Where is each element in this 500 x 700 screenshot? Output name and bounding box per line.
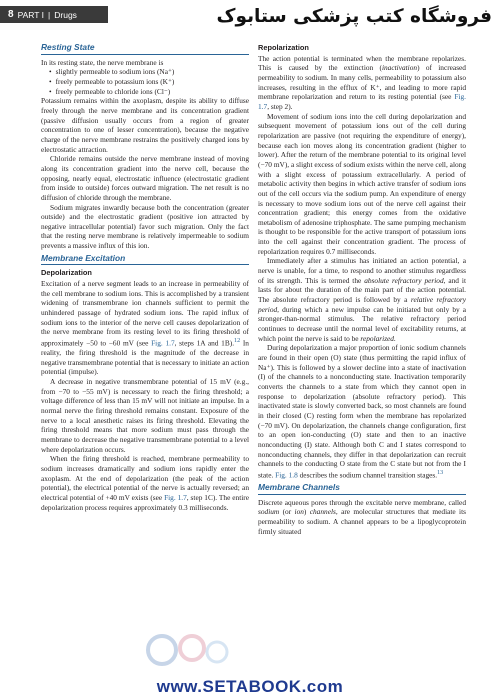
- text: ) of increased permeability to sodium. In many cells, permeability to potassium also increases, resulting in the efflux of K⁺, and leading to more rapid membrane repolarization and return to its resting potential (see: [258, 63, 466, 102]
- text: (or: [279, 507, 295, 517]
- emphasis: sodium: [258, 507, 280, 517]
- text: When the firing threshold is reached, membrane permeability to sodium increases dramatically and sodium ions rapidly enter the axoplasm. At the end of depolarization (the peak of the action potential), the electrical potential of the nerve is actually reversed; an electrical potential of +40 mV exists (see: [41, 454, 249, 502]
- text: In reality, the firing threshold is the magnitude of the decrease in negative transmembrane potential that is necessary to initiate an action potential (impulse).: [41, 338, 249, 377]
- text: , step 1C). The entire depolarization process requires approximately 0.3 milliseconds.: [41, 492, 249, 512]
- text: and it lasts for about the duration of the main part of the action potential. The absolute refractory period is followed by a: [258, 275, 466, 305]
- text: ): [303, 507, 310, 517]
- paragraph: Movement of sodium ions into the cell during depolarization and subsequent movement of potassium ions out of the cell during repolarization are passive (not requiring the expenditure of energy), because each ion moves along its concentration gradient (higher to lower). After the return of the membrane potential to its original level (−70 mV), a slight excess of sodium exists within the nerve cell, along with a slight excess of potassium extracellularly. A period of metabolic activity then begins in which active transfer of sodium ions out of the cell occurs via the sodium pump. An expenditure of energy is necessary to move sodium ions out of the nerve cell against their concentration gradient; this energy comes from the oxidative metabolism of adenosine triphosphate. The same pumping mechanism is thought to be responsible for the active transport of potassium ions into the cell against their concentration gradient. The process of repolarization requires 0.7 milliseconds.: [258, 111, 466, 256]
- section-label: Drugs: [54, 9, 77, 20]
- text: During depolarization a major proportion of ionic sodium channels are found in their open (O) state (thus permitting the rapid influx of Na⁺). This is followed by a slower decline into a state of inactivation (I) of the channels to a nonconducting state. Inactivation temporarily converts the channels to a state from which they cannot open in response to depolarization (absolute refractory period). This inactivated state is slowly converted back, so most channels are found in their closed (C) resting form when the membrane has repolarized (−70 mV). On depolarization, the channels change configuration, first to an open ion-conducting (O) state and then to an inactive nonconducting (I) state. Although both C and I states correspond to nonconducting channels, they differ in that depolarization can recruit channels to the conducting O state from the C state but not from the I state.: [258, 343, 466, 480]
- text: , steps 1A and 1B).: [174, 338, 235, 348]
- list-item: • slightly permeable to sodium ions (Na⁺): [49, 67, 249, 77]
- paragraph: Potassium remains within the axoplasm, despite its ability to diffuse freely through the nerve membrane and its concentration gradient (passive diffusion usually occurs from a region of greater concentration to one of lesser concentration), because the negative charge of the nerve membrane restrains the positively charged ions by electrostatic attraction.: [41, 96, 249, 154]
- permeability-list: [49, 67, 249, 96]
- emphasis: repolarized.: [360, 333, 396, 343]
- reference-link[interactable]: 13: [437, 469, 444, 476]
- list-item: • freely permeable to chloride ions (Cl⁻): [49, 87, 249, 97]
- paragraph: [258, 343, 466, 480]
- part-label: PART I: [17, 9, 45, 20]
- text: Excitation of a nerve segment leads to an increase in permeability of the cell membrane to sodium ions. This is accomplished by a transient widening of transmembrane ion channels sufficient to permit the unhindered passage of hydrated sodium ions. The rapid influx of sodium ions to the interior of the nerve cell causes depolarization of the nerve membrane from its resting level to its firing threshold of approximately −50 to −60 mV (see: [41, 279, 249, 348]
- membrane-excitation-heading: Membrane Excitation: [41, 254, 249, 266]
- paragraph: Sodium migrates inwardly because both the concentration (greater outside) and the electrostatic gradient (positive ion attracted by negative intracellular potential) favor such migration. Only the fact that the resting nerve membrane is relatively impermeable to sodium prevents a massive influx of this ion.: [41, 202, 249, 251]
- left-column: [41, 40, 249, 512]
- paragraph: [258, 498, 466, 537]
- figure-link[interactable]: Fig. 1.8: [275, 470, 298, 480]
- text: The action potential is terminated when the membrane repolarizes. This is caused by the extinction (: [258, 53, 466, 73]
- text: are molecular structures that mediate its permeability to sodium. A channel appears to be a lipoglycoprotein firmly situated: [258, 507, 466, 536]
- text: describes the sodium channel transition stages.: [297, 470, 438, 480]
- paragraph: A decrease in negative transmembrane potential of 15 mV (e.g., from −70 to −55 mV) is necessary to reach the firing threshold; a voltage difference of less than 15 mV will not initiate an impulse. In a normal nerve the firing threshold remains constant. Exposure of the nerve to a local anesthetic raises its firing threshold. Elevating the firing threshold means that more sodium must pass through the membrane to decrease the negative transmembrane potential to a level where depolarization occurs.: [41, 377, 249, 454]
- paragraph: [41, 279, 249, 377]
- resting-state-heading: Resting State: [41, 43, 249, 55]
- right-column: [258, 42, 466, 536]
- membrane-channels-heading: Membrane Channels: [258, 483, 466, 495]
- text: during which a new impulse can be initiated but only by a stronger-than-normal stimulus. The relative refractory period continues to decrease until the normal level of excitability returns, at which point the nerve is said to be: [258, 304, 466, 343]
- list-item: • freely permeable to potassium ions (K⁺): [49, 77, 249, 87]
- resting-intro: In its resting state, the nerve membrane is: [41, 57, 164, 67]
- depolarization-heading: Depolarization: [41, 268, 92, 278]
- text: Immediately after a stimulus has initiated an action potential, a nerve is unable, for a time, to respond to another stimulus regardless of its strength. This is termed the: [258, 256, 466, 285]
- shop-banner: فروشگاه کتب پزشکی ستابوک: [216, 6, 492, 27]
- page-number: 8: [8, 9, 14, 20]
- watermark-logo-icon: [122, 620, 242, 680]
- paragraph: [258, 256, 466, 343]
- repolarization-heading: Repolarization: [258, 43, 309, 52]
- emphasis: channels,: [309, 507, 338, 517]
- running-header: [0, 6, 108, 23]
- paragraph: [41, 454, 249, 512]
- reference-link[interactable]: 12: [234, 338, 241, 345]
- page-header: [0, 0, 500, 30]
- watermark-url: www.SETABOOK.com: [156, 677, 344, 696]
- emphasis: ion: [294, 507, 304, 517]
- emphasis: absolute refractory period,: [364, 275, 446, 285]
- paragraph: Chloride remains outside the nerve membrane instead of moving along its concentration gradient into the nerve cell, because the opposing, nearly equal, electrostatic influence (electrostatic gradient from inside to outside) forces outward migration. The net result is no diffusion of chloride through the membrane.: [41, 154, 249, 202]
- paragraph: [258, 54, 466, 112]
- emphasis: relative refractory period,: [258, 295, 467, 314]
- figure-link[interactable]: Fig. 1.7: [151, 338, 175, 348]
- emphasis: inactivation: [381, 63, 418, 73]
- figure-link[interactable]: Fig. 1.7: [164, 492, 187, 502]
- header-separator: |: [48, 9, 51, 20]
- text: Discrete aqueous pores through the excitable nerve membrane, called: [258, 497, 466, 507]
- figure-link[interactable]: Fig. 1.7: [258, 92, 466, 111]
- text: , step 2).: [267, 101, 293, 111]
